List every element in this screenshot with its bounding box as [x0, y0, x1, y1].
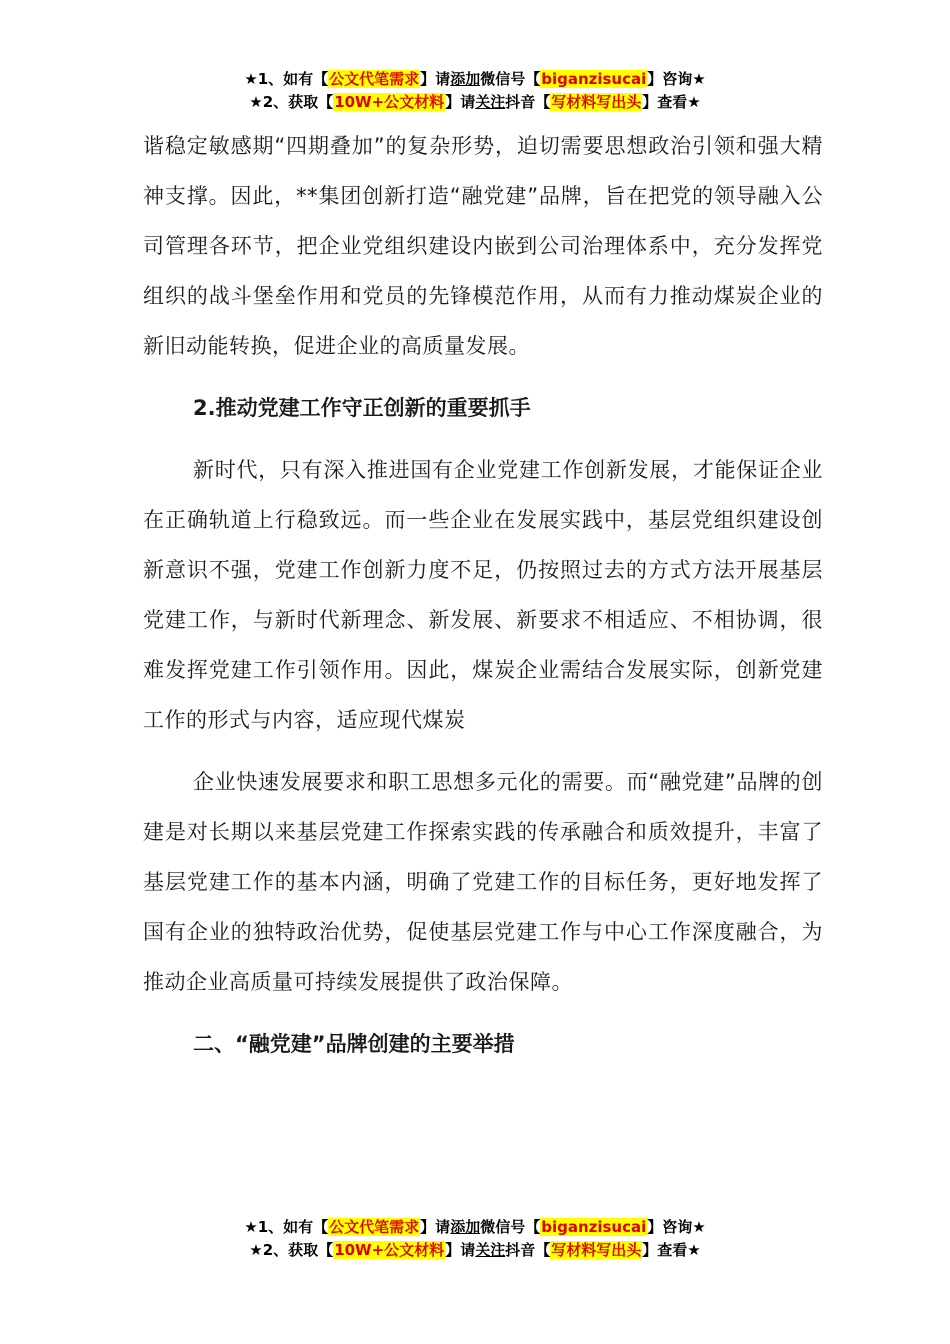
paragraph-1: 谐稳定敏感期“四期叠加”的复杂形势，迫切需要思想政治引领和强大精神支撑。因此，**集团创新打造“融党建”品牌，旨在把党的领导融入公司管理各环节，把企业党组织建设内嵌到公司治理体系中，充分发挥党组织的战斗堡垒作用和党员的先锋模范作用，从而有力推动煤炭企业的新旧动能转换，促进企业的高质量发展。	[143, 134, 823, 358]
highlight-wechat-id: biganzisucai	[541, 70, 647, 88]
paragraph-3: 企业快速发展要求和职工思想多元化的需要。而“融党建”品牌的创建是对长期以来基层党建工作探索实践的传承融合和质效提升，丰富了基层党建工作的基本内涵，明确了党建工作的目标任务，更好地发挥了国有企业的独特政治优势，促使基层党建工作与中心工作深度融合，为推动企业高质量可持续发展提供了政治保障。	[143, 770, 823, 994]
section-heading-er: 二、“融党建”品牌创建的主要举措	[193, 1032, 515, 1056]
header-banner	[0, 68, 950, 114]
footer-line-2: ★2、获取【10W+公文材料】请关注抖音【写材料写出头】查看★	[249, 1241, 701, 1259]
section-heading-2: 2.推动党建工作守正创新的重要抓手	[193, 396, 531, 420]
footer-line-1: ★1、如有【公文代笔需求】请添加微信号【biganzisucai】咨询★	[244, 1218, 706, 1236]
highlight-douyin-id: 写材料写出头	[551, 93, 642, 111]
highlight-service: 公文代笔需求	[329, 70, 420, 88]
highlight-materials: 10W+公文材料	[334, 93, 445, 111]
banner-line-1: ★1、如有【公文代笔需求】请添加微信号【biganzisucai】咨询★	[244, 70, 706, 88]
paragraph-2: 新时代，只有深入推进国有企业党建工作创新发展，才能保证企业在正确轨道上行稳致远。而一些企业在发展实践中，基层党组织建设创新意识不强，党建工作创新力度不足，仍按照过去的方式方法开展基层党建工作，与新时代新理念、新发展、新要求不相适应、不相协调，很难发挥党建工作引领作用。因此，煤炭企业需结合发展实际，创新党建工作的形式与内容，适应现代煤炭	[143, 458, 823, 732]
document-body	[143, 121, 823, 1081]
banner-line-2: ★2、获取【10W+公文材料】请关注抖音【写材料写出头】查看★	[249, 93, 701, 111]
footer-banner	[0, 1216, 950, 1262]
